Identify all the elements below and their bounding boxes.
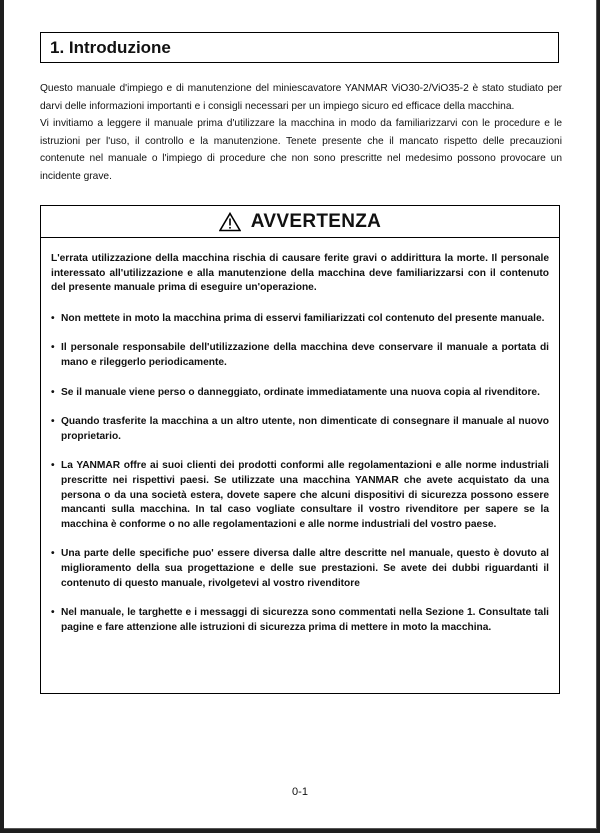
warning-body: [41, 238, 559, 635]
warning-item: [51, 415, 549, 444]
warning-item-text: Quando trasferite la macchina a un altro utente, non dimenticate di consegnare il manuale al nuovo proprietario.: [61, 416, 549, 442]
warning-list: [51, 312, 549, 636]
bullet: •: [51, 548, 55, 560]
warning-item: [51, 312, 549, 327]
warning-item: [51, 459, 549, 532]
bullet: •: [51, 607, 55, 619]
warning-item: [51, 547, 549, 591]
bullet: •: [51, 386, 55, 398]
warning-item-text: Una parte delle specifiche puo' essere diversa dalle altre descritte nel manuale, questo è dovuto al miglioramento della sua progettazione e delle sue prestazioni. Se avete dei dubbi riguardanti il contenuto di questo manuale, rivolgetevi al vostro rivenditore: [61, 548, 549, 589]
warning-item: [51, 386, 549, 401]
warning-item: [51, 341, 549, 370]
warning-header: [41, 206, 559, 238]
warning-item-text: Il personale responsabile dell'utilizzazione della macchina deve conservare il manuale a portata di mano e rileggerlo periodicamente.: [61, 342, 549, 368]
document-page: [4, 0, 597, 829]
warning-item: [51, 606, 549, 635]
warning-item-text: Se il manuale viene perso o danneggiato, ordinate immediatamente una nuova copia al rivenditore.: [61, 386, 540, 398]
warning-title: AVVERTENZA: [250, 210, 382, 232]
section-title: 1. Introduzione: [50, 38, 171, 57]
intro-text: [40, 80, 562, 186]
intro-paragraph: Questo manuale d'impiego e di manutenzione del miniescavatore YANMAR ViO30-2/ViO35-2 è stato studiato per darvi delle informazioni importanti e i consigli necessari per un impiego sicuro ed efficace della macchina.: [40, 83, 562, 112]
bullet: •: [51, 342, 55, 354]
warning-item-text: Non mettete in moto la macchina prima di esservi familiarizzati col contenuto del presente manuale.: [61, 312, 545, 324]
warning-item-text: La YANMAR offre ai suoi clienti dei prodotti conformi alle regolamentazioni e alle norme industriali prescritte nei rispettivi paesi. Se utilizzate una macchina YANMAR che avete acquistato da una persona o da una società estera, dovete sapere che alcuni dispositivi di sicurezza possono essere mancanti sulla macchina. In tal caso vogliate consultare il vostro rivenditore per sapere se la macchina è conforme o no alle regolamentazioni e alle norme industriali del vostro paese.: [61, 460, 549, 530]
warning-item-text: Nel manuale, le targhette e i messaggi di sicurezza sono commentati nella Sezione 1. Consultate tali pagine e fare attenzione alle istruzioni di sicurezza prima di mettere in moto la macchina.: [61, 607, 549, 633]
bullet: •: [51, 460, 55, 472]
intro-paragraph: Vi invitiamo a leggere il manuale prima d'utilizzare la macchina in modo da familiarizzarvi con le procedure e le istruzioni per l'uso, il controllo e la manutenzione. Tenete presente che il mancato rispetto delle precauzioni contenute nel manuale o l'impiego di procedure che non sono prescritte nel medesimo possono provocare un incidente grave.: [40, 118, 562, 182]
bullet: •: [51, 416, 55, 428]
section-title-box: [40, 32, 559, 63]
page-number: 0-1: [292, 786, 308, 798]
warning-triangle-icon: [219, 212, 241, 232]
warning-lead: L'errata utilizzazione della macchina rischia di causare ferite gravi o addirittura la morte. Il personale interessato all'utilizzazione e alla manutenzione della macchina deve familiarizzarsi con il contenuto del presente manuale prima di eseguire un'operazione.: [51, 253, 549, 294]
bullet: •: [51, 312, 55, 324]
warning-box: [40, 205, 560, 694]
